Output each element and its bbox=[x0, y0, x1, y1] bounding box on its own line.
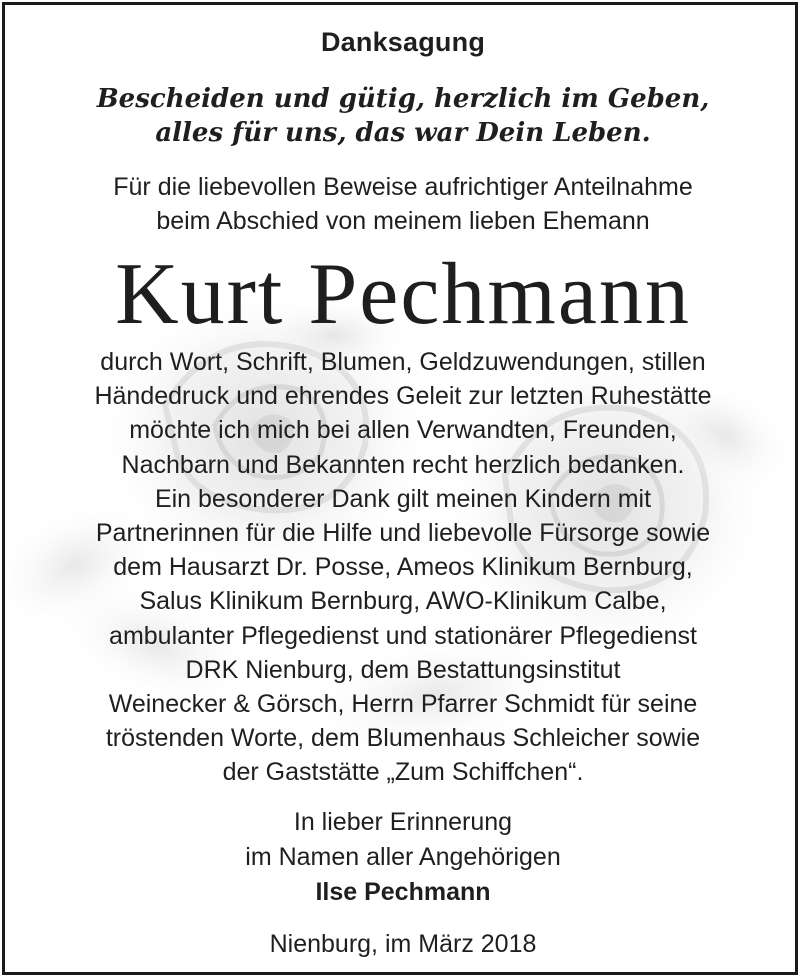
body-line: dem Hausarzt Dr. Posse, Ameos Klinikum Bernburg, bbox=[113, 553, 693, 582]
body-line: Händedruck und ehrendes Geleit zur letzten Ruhestätte bbox=[94, 382, 712, 411]
body-line: tröstenden Worte, dem Blumenhaus Schleicher sowie bbox=[105, 724, 701, 753]
notice-heading: Danksagung bbox=[320, 27, 486, 57]
motto-verse bbox=[5, 82, 798, 150]
body-line: Weinecker & Görsch, Herrn Pfarrer Schmidt für seine bbox=[108, 690, 698, 719]
closing-line: In lieber Erinnerung bbox=[293, 808, 513, 836]
body-line: Salus Klinikum Bernburg, AWO-Klinikum Calbe, bbox=[139, 587, 667, 616]
body-line: möchte ich mich bei allen Verwandten, Freunden, bbox=[129, 416, 677, 445]
body-line: Partnerinnen für die Hilfe und liebevolle Fürsorge sowie bbox=[95, 519, 711, 548]
intro-line: beim Abschied von meinem lieben Ehemann bbox=[156, 207, 650, 235]
place-and-date: Nienburg, im März 2018 bbox=[269, 930, 537, 958]
notice-content bbox=[5, 5, 798, 975]
motto-line: alles für uns, das war Dein Leben. bbox=[155, 118, 651, 148]
notice-frame bbox=[2, 2, 798, 975]
closing-line: im Namen aller Angehörigen bbox=[245, 843, 561, 871]
body-line: DRK Nienburg, dem Bestattungsinstitut bbox=[185, 655, 621, 684]
intro-text bbox=[5, 170, 798, 238]
body-line: Ein besonderer Dank gilt meinen Kindern mit bbox=[154, 484, 652, 513]
deceased-name: Kurt Pechmann bbox=[115, 246, 691, 343]
intro-line: Für die liebevollen Beweise aufrichtiger Anteilnahme bbox=[113, 173, 693, 201]
closing-block bbox=[5, 805, 798, 910]
body-line: der Gaststätte „Zum Schiffchen“. bbox=[222, 758, 584, 787]
signature-name: Ilse Pechmann bbox=[315, 878, 491, 906]
body-line: Nachbarn und Bekannten recht herzlich bedanken. bbox=[121, 450, 685, 479]
body-line: ambulanter Pflegedienst und stationärer Pflegedienst bbox=[109, 621, 697, 650]
body-line: durch Wort, Schrift, Blumen, Geldzuwendungen, stillen bbox=[100, 348, 706, 376]
motto-line: Bescheiden und gütig, herzlich im Geben, bbox=[96, 84, 710, 114]
thanks-body bbox=[5, 345, 798, 790]
